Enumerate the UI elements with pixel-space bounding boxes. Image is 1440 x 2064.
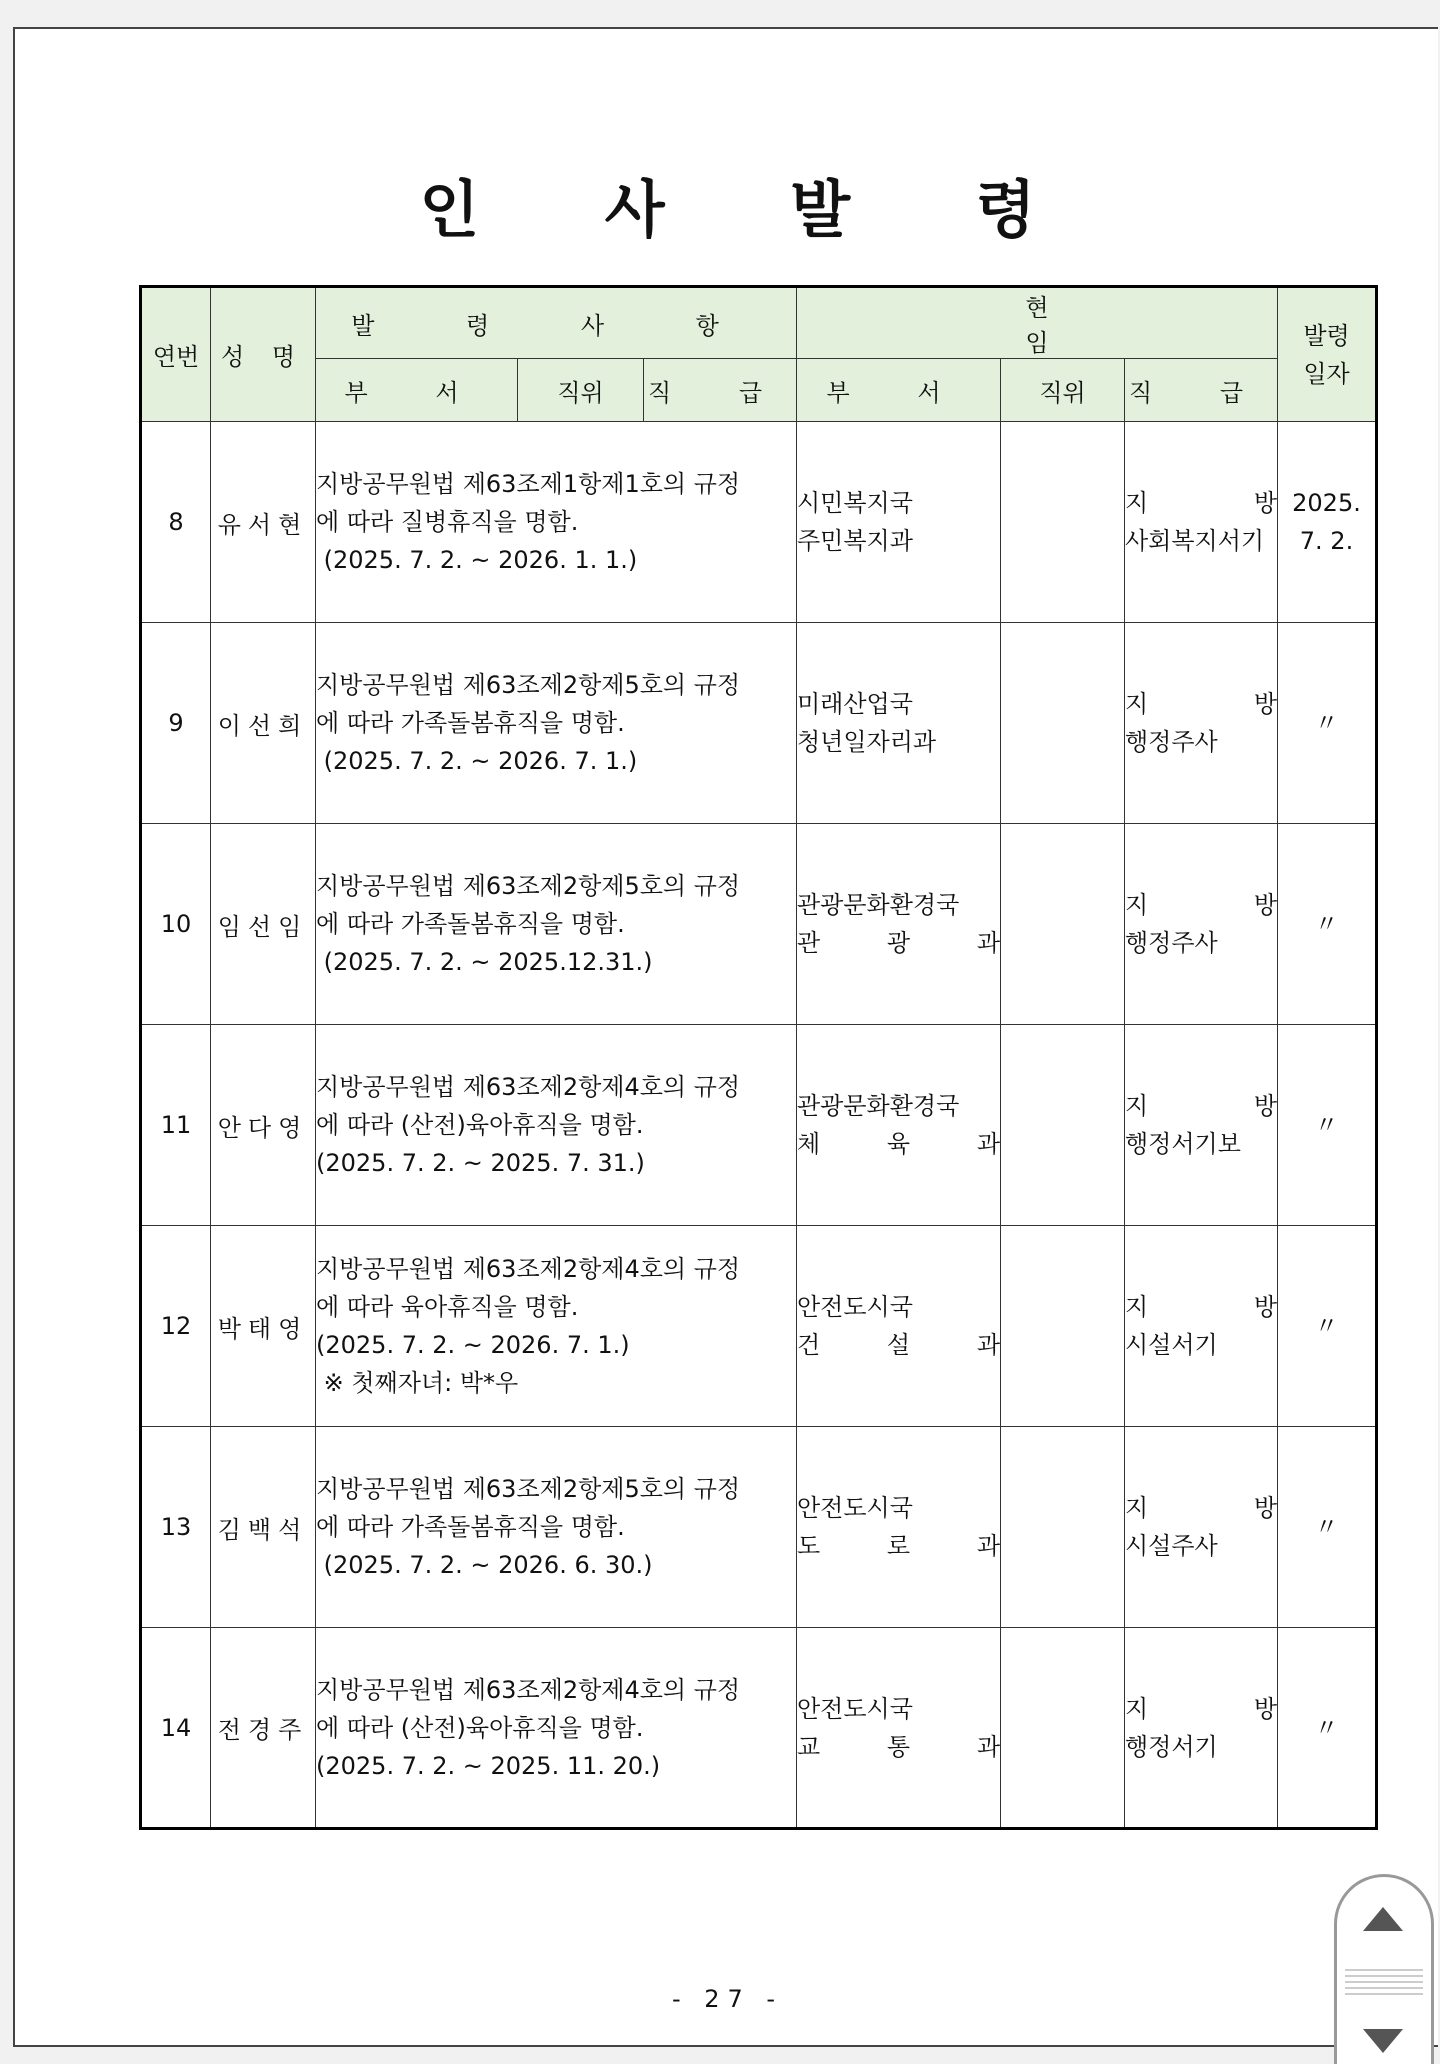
row-current-dept: [797, 623, 1001, 824]
order-line: (2025. 7. 2. ~ 2025. 7. 31.): [316, 1149, 645, 1177]
row-name: 임선임: [211, 824, 316, 1025]
row-current-position: [1001, 1226, 1125, 1427]
row-date: 〃: [1278, 1628, 1377, 1829]
dept-line: 건 설 과: [797, 1331, 1000, 1359]
table-row: [141, 422, 1377, 623]
order-line: (2025. 7. 2. ~ 2026. 7. 1.): [316, 747, 638, 775]
grade-line: 지 방: [1125, 891, 1277, 919]
order-line: 지방공무원법 제63조제2항제4호의 규정: [316, 1255, 741, 1283]
page-number: - 27 -: [671, 1985, 784, 2013]
row-current-dept: [797, 422, 1001, 623]
row-date: 2025. 7. 2.: [1278, 422, 1377, 623]
grade-line: 지 방: [1125, 690, 1277, 718]
scroll-up-icon[interactable]: [1363, 1907, 1403, 1931]
dept-line: 주민복지과: [797, 527, 913, 555]
table-row: [141, 1628, 1377, 1829]
row-date: 〃: [1278, 824, 1377, 1025]
row-order-text: [316, 824, 797, 1025]
dept-line: 안전도시국: [797, 1494, 913, 1522]
order-line: 에 따라 질병휴직을 명함.: [316, 508, 579, 536]
dept-line: 도 로 과: [797, 1532, 1000, 1560]
row-current-grade: [1125, 1628, 1278, 1829]
order-line: 에 따라 가족돌봄휴직을 명함.: [316, 910, 625, 938]
table-row: [141, 1226, 1377, 1427]
row-order-text: [316, 1025, 797, 1226]
row-current-dept: [797, 824, 1001, 1025]
table-row: [141, 824, 1377, 1025]
table-row: [141, 1427, 1377, 1628]
order-line: 지방공무원법 제63조제2항제4호의 규정: [316, 1073, 741, 1101]
order-line: (2025. 7. 2. ~ 2026. 7. 1.): [316, 1331, 630, 1359]
order-line: 에 따라 육아휴직을 명함.: [316, 1293, 579, 1321]
grade-line: 행정서기: [1125, 1732, 1218, 1761]
row-current-grade: [1125, 1427, 1278, 1628]
header-current-grade: 직 급: [1125, 359, 1278, 422]
order-line: (2025. 7. 2. ~ 2026. 1. 1.): [316, 546, 638, 574]
header-date: 발령 일자: [1278, 287, 1377, 422]
row-current-grade: [1125, 1025, 1278, 1226]
row-current-dept: [797, 1226, 1001, 1427]
grade-line: 지 방: [1125, 489, 1277, 517]
personnel-order-table: [139, 285, 1378, 1830]
order-line: (2025. 7. 2. ~ 2026. 6. 30.): [316, 1551, 653, 1579]
grade-line: 지 방: [1125, 1694, 1277, 1723]
row-seq: 11: [141, 1025, 211, 1226]
row-seq: 10: [141, 824, 211, 1025]
order-line: (2025. 7. 2. ~ 2025.12.31.): [316, 948, 653, 976]
dept-line: 관 광 과: [797, 929, 1000, 957]
order-line: 지방공무원법 제63조제2항제4호의 규정: [316, 1675, 741, 1704]
row-name: 이선희: [211, 623, 316, 824]
grade-line: 지 방: [1125, 1092, 1277, 1120]
table-body: [141, 422, 1377, 1829]
order-line: 에 따라 (산전)육아휴직을 명함.: [316, 1713, 644, 1742]
order-line: 에 따라 가족돌봄휴직을 명함.: [316, 709, 625, 737]
grade-line: 행정주사: [1125, 929, 1218, 957]
row-current-grade: [1125, 422, 1278, 623]
row-current-grade: [1125, 1226, 1278, 1427]
grade-line: 지 방: [1125, 1293, 1277, 1321]
row-seq: 12: [141, 1226, 211, 1427]
header-order-position: 직위: [518, 359, 644, 422]
order-line: 에 따라 가족돌봄휴직을 명함.: [316, 1513, 625, 1541]
order-line: 에 따라 (산전)육아휴직을 명함.: [316, 1111, 644, 1139]
header-current-dept: 부 서: [797, 359, 1001, 422]
row-current-grade: [1125, 824, 1278, 1025]
header-order-grade: 직 급: [644, 359, 797, 422]
row-name: 안다영: [211, 1025, 316, 1226]
row-name: 박태영: [211, 1226, 316, 1427]
row-order-text: [316, 623, 797, 824]
row-current-position: [1001, 1025, 1125, 1226]
dept-line: 안전도시국: [797, 1293, 913, 1321]
row-seq: 14: [141, 1628, 211, 1829]
document-page: [13, 27, 1438, 2047]
row-date: 〃: [1278, 1226, 1377, 1427]
row-date: 〃: [1278, 1025, 1377, 1226]
row-order-text: [316, 1226, 797, 1427]
row-seq: 13: [141, 1427, 211, 1628]
row-current-position: [1001, 422, 1125, 623]
dept-line: 체 육 과: [797, 1130, 1000, 1158]
dept-line: 미래산업국: [797, 690, 913, 718]
grade-line: 지 방: [1125, 1494, 1277, 1522]
header-current-group: 현 임: [797, 287, 1278, 359]
row-current-position: [1001, 1628, 1125, 1829]
row-name: 전경주: [211, 1628, 316, 1829]
dept-line: 시민복지국: [797, 489, 913, 517]
order-line: (2025. 7. 2. ~ 2025. 11. 20.): [316, 1751, 661, 1780]
row-name: 유서현: [211, 422, 316, 623]
order-line: 지방공무원법 제63조제1항제1호의 규정: [316, 470, 741, 498]
table-row: [141, 1025, 1377, 1226]
page-title: 인 사 발 령: [419, 173, 1088, 246]
row-current-position: [1001, 1427, 1125, 1628]
row-order-text: [316, 1427, 797, 1628]
row-date: 〃: [1278, 1427, 1377, 1628]
dept-line: 관광문화환경국: [797, 891, 960, 919]
row-order-text: [316, 422, 797, 623]
grade-line: 행정서기보: [1125, 1130, 1241, 1158]
scroll-down-icon[interactable]: [1363, 2029, 1403, 2053]
row-current-dept: [797, 1427, 1001, 1628]
order-line: 지방공무원법 제63조제2항제5호의 규정: [316, 1475, 741, 1503]
dept-line: 관광문화환경국: [797, 1092, 960, 1120]
order-line: ※ 첫째자녀: 박*우: [316, 1369, 519, 1397]
order-line: 지방공무원법 제63조제2항제5호의 규정: [316, 872, 741, 900]
row-seq: 8: [141, 422, 211, 623]
grade-line: 사회복지서기: [1125, 527, 1265, 555]
row-date: 〃: [1278, 623, 1377, 824]
row-name: 김백석: [211, 1427, 316, 1628]
row-order-text: [316, 1628, 797, 1829]
header-current-position: 직위: [1001, 359, 1125, 422]
row-current-dept: [797, 1025, 1001, 1226]
grade-line: 시설주사: [1125, 1532, 1218, 1560]
row-seq: 9: [141, 623, 211, 824]
row-current-grade: [1125, 623, 1278, 824]
scroll-control[interactable]: [1334, 1874, 1434, 2064]
header-order-group: 발 령 사 항: [316, 287, 797, 359]
dept-line: 청년일자리과: [797, 728, 937, 756]
order-line: 지방공무원법 제63조제2항제5호의 규정: [316, 671, 741, 699]
dept-line: 안전도시국: [797, 1694, 913, 1723]
header-seq: 연번: [141, 287, 211, 422]
grade-line: 행정주사: [1125, 728, 1218, 756]
row-current-dept: [797, 1628, 1001, 1829]
dept-line: 교 통 과: [797, 1732, 1000, 1761]
header-name: 성 명: [211, 287, 316, 422]
row-current-position: [1001, 824, 1125, 1025]
row-current-position: [1001, 623, 1125, 824]
header-order-dept: 부 서: [316, 359, 518, 422]
grade-line: 시설서기: [1125, 1331, 1218, 1359]
table-row: [141, 623, 1377, 824]
